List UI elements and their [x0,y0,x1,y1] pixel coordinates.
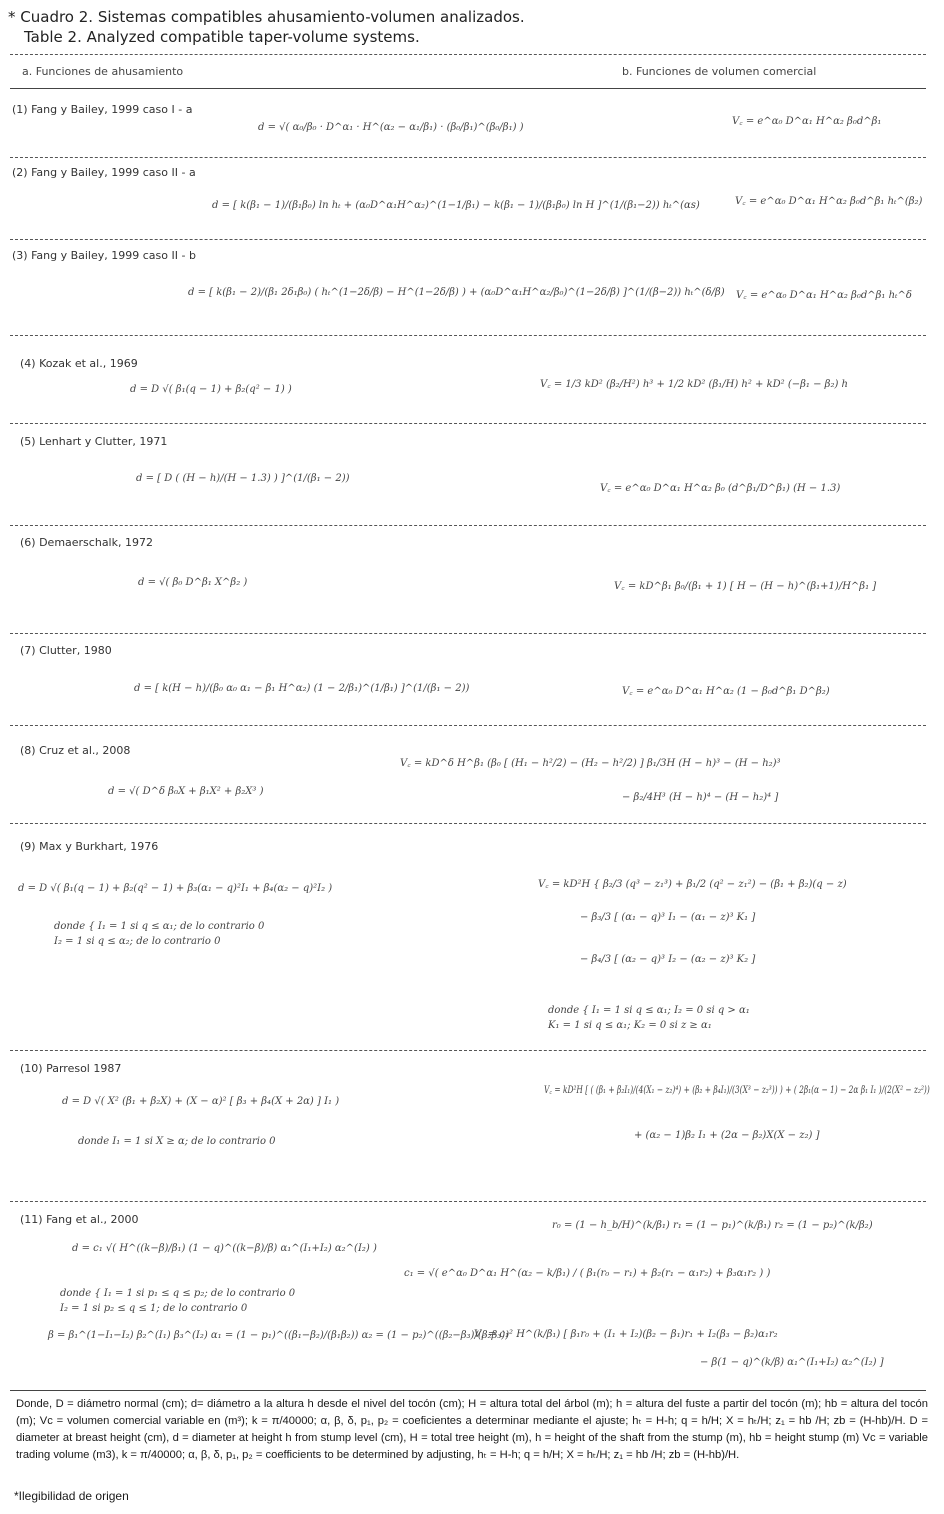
row-label: (8) Cruz et al., 2008 [20,744,131,757]
taper-equation: d = √( D^δ β₀X + β₁X² + β₂X³ ) [108,786,264,797]
volume-equation: V꜀ = e^α₀ D^α₁ H^α₂ β₀d^β₁ hₜ^δ [736,290,912,301]
row-label: (4) Kozak et al., 1969 [20,357,138,370]
table-notes: Donde, D = diámetro normal (cm); d= diámetro a la altura h desde el nivel del tocón (cm); H = altura total del árbol (m); h = altura del fuste a partir del tocón (m); hb = altura del tocón (m); Vc = volumen comercial variable en (m³); k = π/40000; α, β, δ, p₁, p₂ = coeficientes a determinar mediante el ajuste; hₜ = H-h; q = h/H; X = hₜ/H; z₁ = hb /H; zb = (H-hb)/H. D = diameter at breast height (cm), d = diameter at height h from stump level (cm), H = total tree height (m), h = height of the shaft from the stump (m), hb = height stump (m) Vc = variable trading volume (m3), k = π/40000; α, β, δ, p₁, p₂ = coefficients to be determined by adjusting, hₜ = H-h; q = h/H; X = hₜ/H; z₁ = hb /H; zb = (H-hb)/H. [16,1398,928,1461]
row-divider [10,725,926,726]
taper-equation: d = D √( X² (β₁ + β₂X) + (X − α)² [ β₃ + β₄(X + 2α) ] I₁ ) [62,1096,340,1107]
row-label: (2) Fang y Bailey, 1999 caso II - a [12,166,196,179]
taper-equation: d = √( α₀/β₀ · D^α₁ · H^(α₂ − α₁/β₁) · (β₀/β₁)^(β₀/β₁) ) [258,122,524,133]
volume-equation: V꜀ = kD²H [ ( (β₁ + β₂I₁)/(4(X₁ − z₂)⁴) + (β₂ + β₄I₁)/(3(X³ − z₂³)) ) + ( 2β₁(α − 1) − 2α β₁ I₁ )/(2(X² − z₂²)) [544,1085,930,1096]
volume-equation: − β₃/3 [ (α₁ − q)³ I₁ − (α₁ − z)³ K₁ ] [580,912,756,923]
row-label: (1) Fang y Bailey, 1999 caso I - a [12,103,193,116]
row-divider [10,239,926,240]
taper-equation: d = [ k(H − h)/(β₀ α₀ α₁ − β₁ H^α₂) (1 − 2/β₁)^(1/β₁) ]^(1/(β₁ − 2)) [134,683,470,694]
row-divider [10,1050,926,1051]
volume-equation: V꜀ = c₁² H^(k/β₁) [ β₁r₀ + (I₁ + I₂)(β₂ − β₁)r₁ + I₂(β₃ − β₂)α₁r₂ [474,1329,778,1340]
volume-equation: − β₄/3 [ (α₂ − q)³ I₂ − (α₂ − z)³ K₂ ] [580,954,756,965]
row-divider [10,157,926,158]
taper-equation: d = [ D ( (H − h)/(H − 1.3) ) ]^(1/(β₁ − 2)) [136,473,350,484]
row-divider [10,823,926,824]
divider [10,54,926,55]
volume-equation: − β(1 − q)^(k/β) α₁^(I₁+I₂) α₂^(I₂) ] [700,1357,884,1368]
table-bottom-rule [10,1390,926,1391]
row-label: (7) Clutter, 1980 [20,644,112,657]
taper-parameters: β = β₁^(1−I₁−I₂) β₂^(I₁) β₃^(I₂) α₁ = (1 − p₁)^((β₁−β₂)/(β₁β₂)) α₂ = (1 − p₂)^((β₂−β₃)/(β₂β₃)) [48,1330,510,1341]
taper-equation: d = [ k(β₁ − 2)/(β₁ 2δ₁β₀) ( hₜ^(1−2δ/β) − H^(1−2δ/β) ) + (α₀D^α₁H^α₂/β₀)^(1−2δ/β) ]^(1/(β−2)) hₜ^(δ/β) [188,287,725,298]
volume-equation: r₀ = (1 − h_b/H)^(k/β₁) r₁ = (1 − p₁)^(k/β₁) r₂ = (1 − p₂)^(k/β₂) [552,1220,873,1231]
taper-condition: I₂ = 1 si p₂ ≤ q ≤ 1; de lo contrario 0 [60,1303,248,1314]
row-label: (11) Fang et al., 2000 [20,1213,139,1226]
taper-condition: donde { I₁ = 1 si q ≤ α₁; de lo contrario 0 [54,921,265,932]
row-divider [10,335,926,336]
volume-equation: V꜀ = e^α₀ D^α₁ H^α₂ β₀d^β₁ hₜ^(β₂) [735,196,923,207]
taper-equation: d = D √( β₁(q − 1) + β₂(q² − 1) + β₃(α₁ − q)²I₁ + β₄(α₂ − q)²I₂ ) [18,883,333,894]
header-volume: b. Funciones de volumen comercial [622,65,817,78]
row-label: (9) Max y Burkhart, 1976 [20,840,159,853]
header-rule [10,88,926,89]
caption-es: * Cuadro 2. Sistemas compatibles ahusamiento-volumen analizados. [8,8,525,26]
taper-equation: d = √( β₀ D^β₁ X^β₂ ) [138,577,248,588]
caption-en: Table 2. Analyzed compatible taper-volume systems. [24,28,420,46]
volume-equation: V꜀ = 1/3 kD² (β₂/H²) h³ + 1/2 kD² (β₁/H) h² + kD² (−β₁ − β₂) h [540,379,848,390]
volume-equation: V꜀ = kD²H { β₂/3 (q³ − z₁³) + β₁/2 (q² − z₁²) − (β₁ + β₂)(q − z) [538,879,847,890]
row-label: (3) Fang y Bailey, 1999 caso II - b [12,249,196,262]
volume-equation: + (α₂ − 1)β₂ I₁ + (2α − β₂)X(X − z₂) ] [634,1130,820,1141]
volume-condition: donde { I₁ = 1 si q ≤ α₁; I₂ = 0 si q > α₁ [548,1005,750,1016]
volume-equation: V꜀ = e^α₀ D^α₁ H^α₂ β₀d^β₁ [732,116,882,127]
volume-condition: K₁ = 1 si q ≤ α₁; K₂ = 0 si z ≥ α₁ [548,1020,712,1031]
volume-equation: c₁ = √( e^α₀ D^α₁ H^(α₂ − k/β₁) / ( β₁(r₀ − r₁) + β₂(r₁ − α₁r₂) + β₃α₁r₂ ) ) [404,1268,771,1279]
taper-equation: d = c₁ √( H^((k−β)/β₁) (1 − q)^((k−β)/β) α₁^(I₁+I₂) α₂^(I₂) ) [72,1243,377,1254]
volume-equation: − β₂/4H³ (H − h)⁴ − (H − h₂)⁴ ] [622,792,779,803]
row-divider [10,633,926,634]
volume-equation: V꜀ = kD^β₁ β₀/(β₁ + 1) [ H − (H − h)^(β₁+1)/H^β₁ ] [614,581,877,592]
row-divider [10,1201,926,1202]
header-taper: a. Funciones de ahusamiento [22,65,184,78]
taper-condition: donde { I₁ = 1 si p₁ ≤ q ≤ p₂; de lo contrario 0 [60,1288,296,1299]
taper-condition: I₂ = 1 si q ≤ α₂; de lo contrario 0 [54,936,221,947]
volume-equation: V꜀ = e^α₀ D^α₁ H^α₂ (1 − β₀d^β₁ D^β₂) [622,686,830,697]
volume-equation: V꜀ = kD^δ H^β₁ (β₀ [ (H₁ − h²/2) − (H₂ − h²/2) ] β₁/3H (H − h)³ − (H − h₂)³ [400,758,781,769]
taper-condition: donde I₁ = 1 si X ≥ α; de lo contrario 0 [78,1136,276,1147]
footnote: *Ilegibilidad de origen [14,1489,129,1503]
volume-equation: V꜀ = e^α₀ D^α₁ H^α₂ β₀ (d^β₁/D^β₁) (H − 1.3) [600,483,841,494]
row-divider [10,423,926,424]
row-label: (10) Parresol 1987 [20,1062,122,1075]
taper-equation: d = D √( β₁(q − 1) + β₂(q² − 1) ) [130,384,292,395]
row-label: (6) Demaerschalk, 1972 [20,536,153,549]
row-divider [10,525,926,526]
row-label: (5) Lenhart y Clutter, 1971 [20,435,168,448]
taper-equation: d = [ k(β₁ − 1)/(β₁β₀) ln hₜ + (α₀D^α₁H^α₂)^(1−1/β₁) − k(β₁ − 1)/(β₁β₀) ln H ]^(1/(β₁−2)) hₜ^(αs) [212,200,700,211]
